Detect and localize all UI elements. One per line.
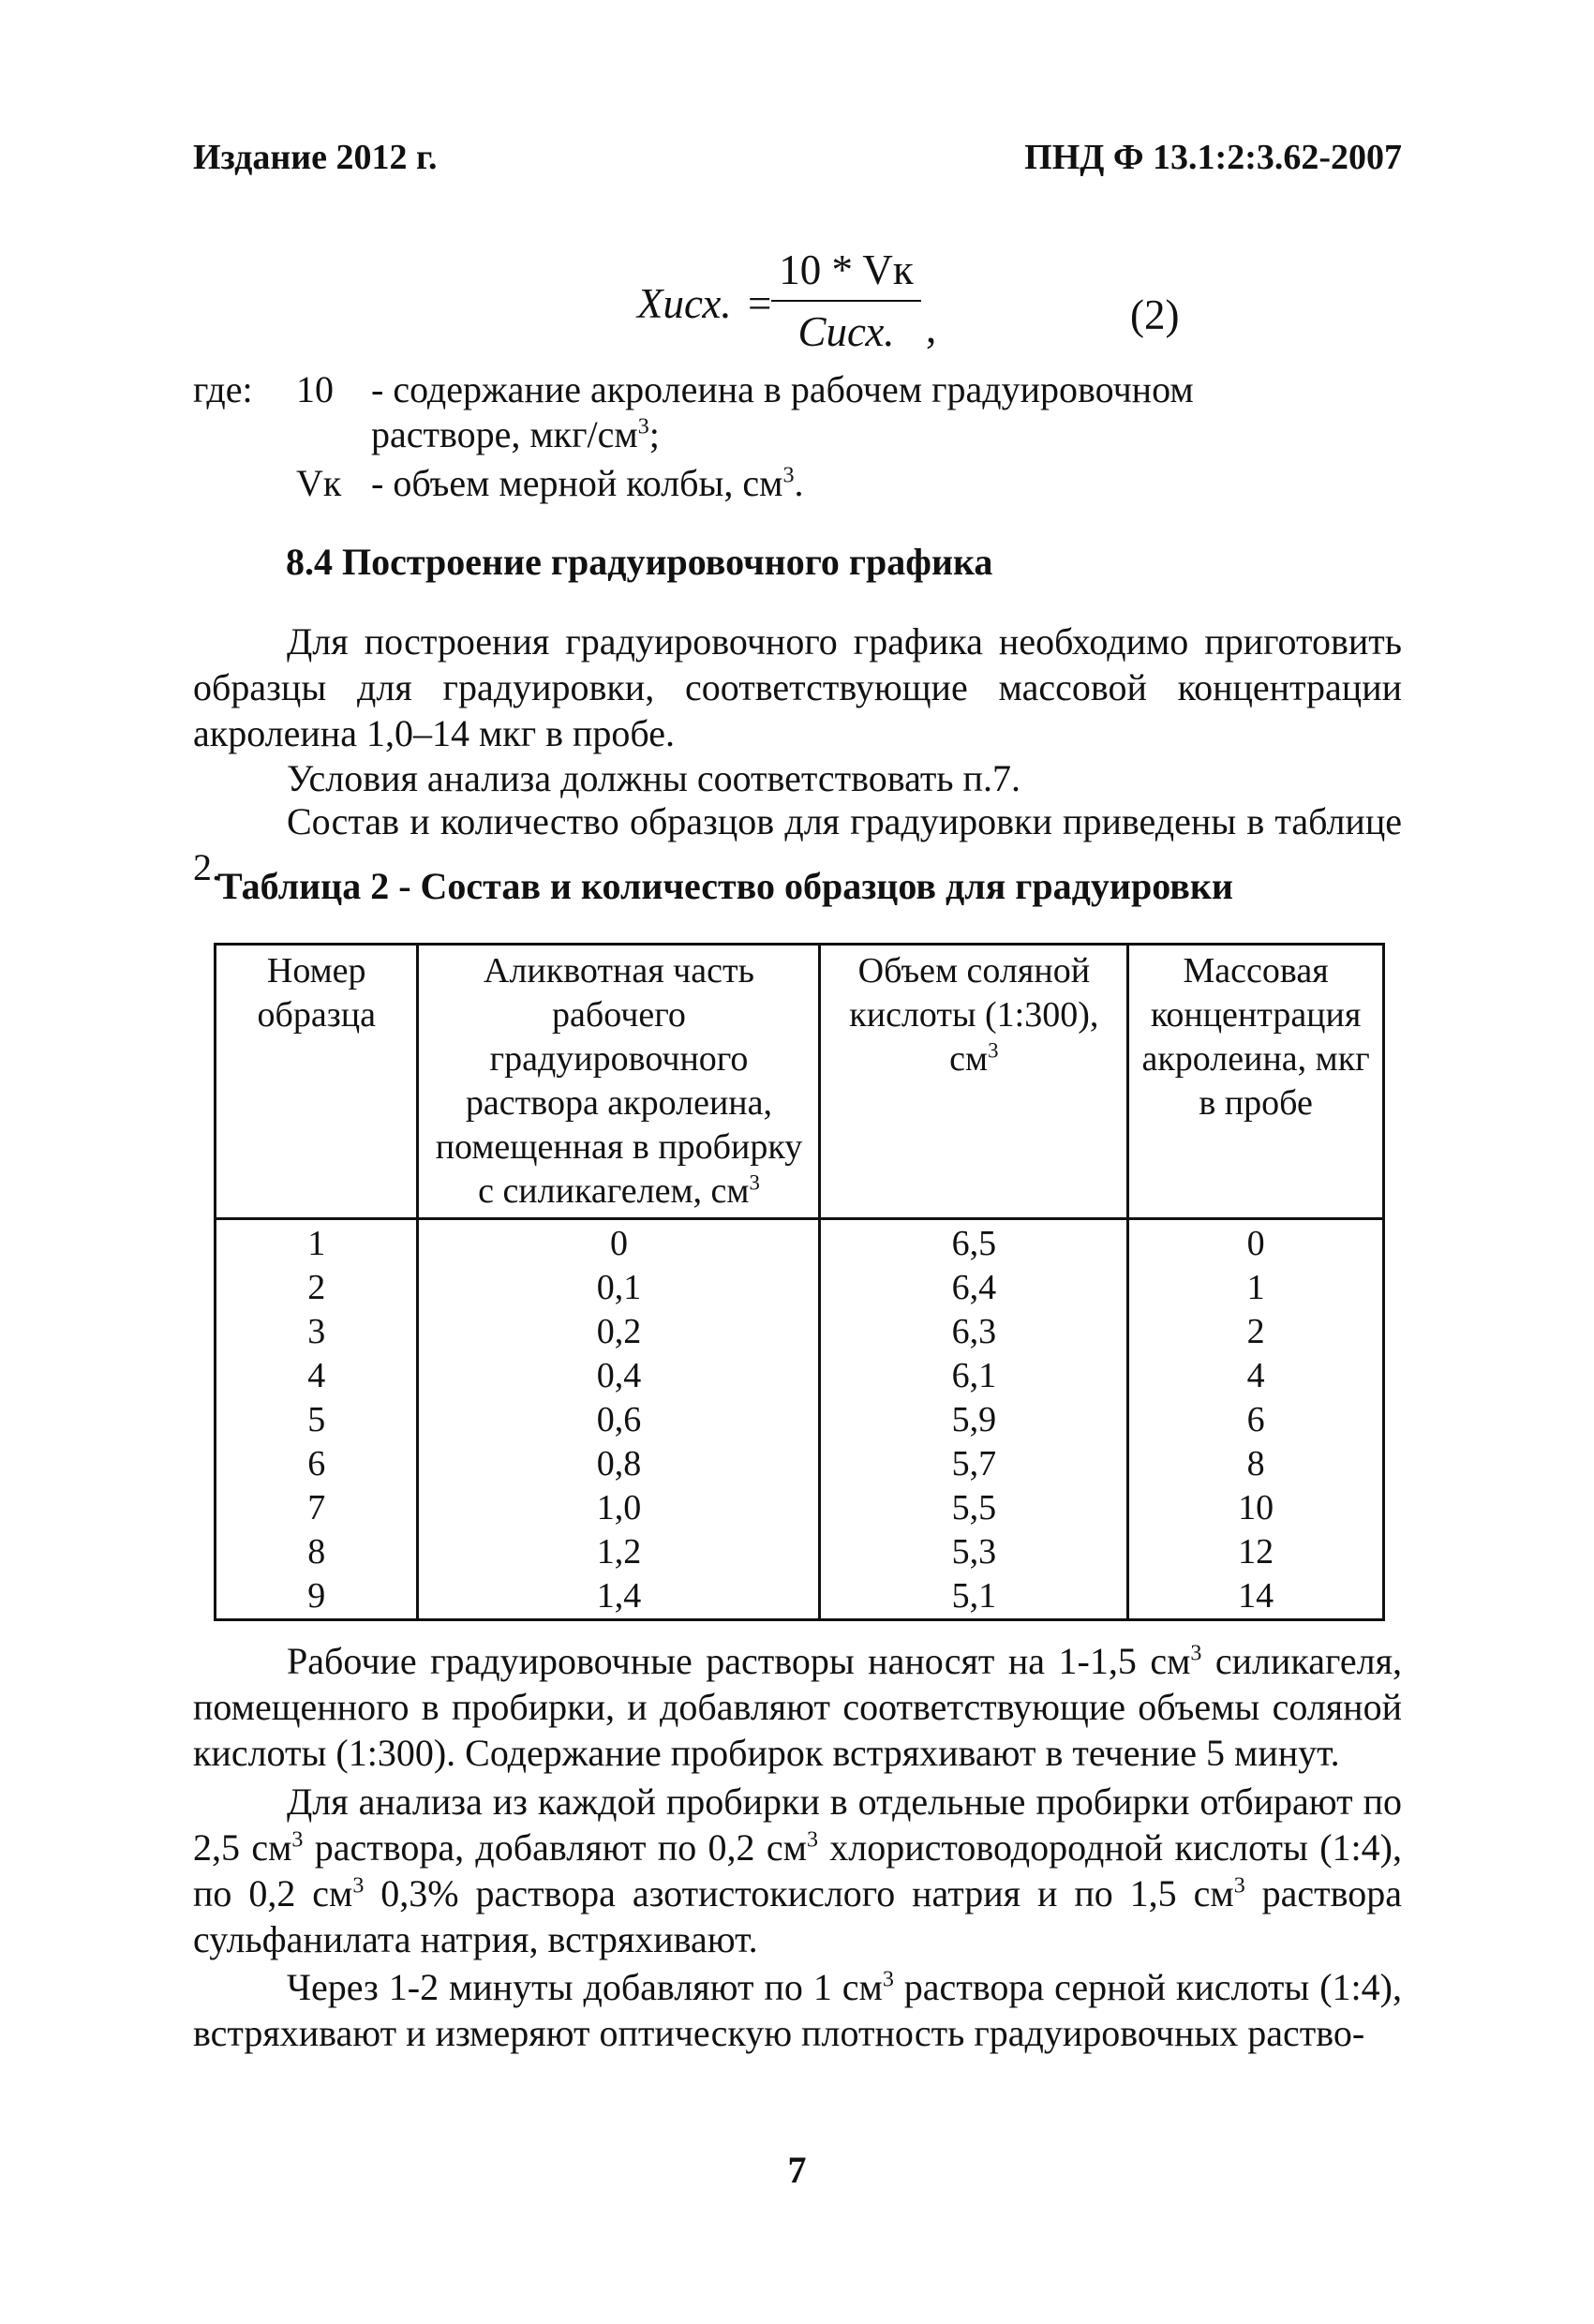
table-cell: 1,2 [418, 1530, 820, 1574]
table-cell: 5,5 [820, 1486, 1128, 1530]
table-cell: 5,1 [820, 1574, 1128, 1620]
table-cell: 6,3 [820, 1310, 1128, 1354]
table-cell: 12 [1128, 1530, 1384, 1574]
table-row [216, 1530, 1384, 1574]
definition-symbol: 10 [296, 368, 334, 410]
table-cell: 4 [1128, 1354, 1384, 1398]
column-header-aliquot: Аликвотная часть рабочего градуировочного раствора акролеина, помещенная в пробирку с силикагелем, $см^3$ [418, 945, 820, 1219]
table-cell: 0,4 [418, 1354, 820, 1398]
table-cell: 8 [1128, 1442, 1384, 1486]
definition-row-vk [193, 461, 1411, 508]
table-cell: 14 [1128, 1574, 1384, 1620]
section-title: 8.4 Построение градуировочного графика [286, 541, 993, 583]
table-cell: 6,4 [820, 1266, 1128, 1310]
table-cell: 9 [216, 1574, 418, 1620]
table-cell: 7 [216, 1486, 418, 1530]
table-cell: 6,1 [820, 1354, 1128, 1398]
formula-numerator: 10 * Vк [779, 246, 914, 293]
table-cell: 8 [216, 1530, 418, 1574]
table-cell: 1 [216, 1219, 418, 1267]
table-row [216, 1442, 1384, 1486]
body-paragraph-3: Через 1-2 минуты добавляют по 1 $см^3$ раствора серной кислоты (1:4), встряхивают и измеряют оптическую плотность градуировочных раство- [193, 1966, 1402, 2054]
table-cell: 1,0 [418, 1486, 820, 1530]
table-cell: 5 [216, 1398, 418, 1442]
table-cell: 10 [1128, 1486, 1384, 1530]
table-header-row [216, 945, 1384, 1219]
intro-paragraph-1: Для построения градуировочного графика необходимо приготовить образцы для градуировки, соответствующие массовой концентрации акролеина 1,0–14 мкг в пробе. [193, 620, 1402, 754]
table-caption: Таблица 2 - Состав и количество образцов для градуировки [217, 865, 1233, 907]
table-cell: 3 [216, 1310, 418, 1354]
table-row [216, 1354, 1384, 1398]
formula-number: (2) [1130, 291, 1180, 338]
table-row [216, 1574, 1384, 1620]
table-row [216, 1266, 1384, 1310]
table-row [216, 1310, 1384, 1354]
table-cell: 5,3 [820, 1530, 1128, 1574]
table-cell: 6,5 [820, 1219, 1128, 1267]
header-edition: Издание 2012 г. [193, 138, 438, 177]
formula-lhs: Хисх. [637, 280, 732, 327]
table-cell: 1,4 [418, 1574, 820, 1620]
column-header-mass-concentration: Массовая концентрация акролеина, мкг в пробе [1128, 945, 1384, 1219]
column-header-sample-number: Номер образца [216, 945, 418, 1219]
page-number: 7 [787, 2149, 807, 2191]
table-cell: 0 [1128, 1219, 1384, 1267]
calibration-samples-table [214, 943, 1385, 1621]
table-cell: 1 [1128, 1266, 1384, 1310]
table-cell: 0 [418, 1219, 820, 1267]
body-paragraph-1: Рабочие градуировочные растворы наносят на 1-1,5 $см^3$ силикагеля, помещенного в пробирки, и добавляют соответствующие объемы соляной кислоты (1:300). Содержание пробирок встряхивают в течение 5 минут. [193, 1640, 1402, 1774]
table-cell: 6 [1128, 1398, 1384, 1442]
definition-row-10 [193, 367, 1411, 461]
table-cell: 5,9 [820, 1398, 1128, 1442]
definition-symbol: Vк [296, 462, 342, 504]
table-cell: 0,6 [418, 1398, 820, 1442]
formula-comma: , [926, 305, 937, 351]
fraction-bar [771, 300, 921, 302]
formula-denominator: Сисх. [797, 308, 895, 355]
table-cell: 6 [216, 1442, 418, 1486]
table-cell: 2 [216, 1266, 418, 1310]
table-cell: 0,1 [418, 1266, 820, 1310]
table-row [216, 1398, 1384, 1442]
definition-text: - объем мерной колбы, $см^3$. [371, 462, 804, 504]
table-cell: 4 [216, 1354, 418, 1398]
table-cell: 0,8 [418, 1442, 820, 1486]
table-cell: 5,7 [820, 1442, 1128, 1486]
intro-paragraph-3: Состав и количество образцов для градуировки приведены в таблице 2. [193, 800, 1402, 888]
definitions-label: где: [193, 368, 253, 410]
table-cell: 2 [1128, 1310, 1384, 1354]
table-row [216, 1486, 1384, 1530]
definition-text: - содержание акролеина в рабочем градуировочном растворе, мкг/$см^3$; [371, 368, 1194, 455]
table-row [216, 1219, 1384, 1267]
column-header-acid-volume: Объем соляной кислоты (1:300), $см^3$ [820, 945, 1128, 1219]
table-cell: 0,2 [418, 1310, 820, 1354]
formula-equals: = [748, 280, 772, 327]
header-document-code: ПНД Ф 13.1:2:3.62-2007 [1024, 138, 1402, 177]
formula-2 [637, 246, 1218, 358]
intro-paragraph-2: Условия анализа должны соответствовать п.7. [287, 757, 1020, 799]
body-paragraph-2: Для анализа из каждой пробирки в отдельные пробирки отбирают по 2,5 $см^3$ раствора, добавляют по 0,2 $см^3$ хлористоводородной кислоты (1:4), по 0,2 $см^3$ 0,3% раствора азотистокислого натрия и по 1,5 $см^3$ раствора сульфанилата натрия, встряхивают. [193, 1780, 1402, 1960]
